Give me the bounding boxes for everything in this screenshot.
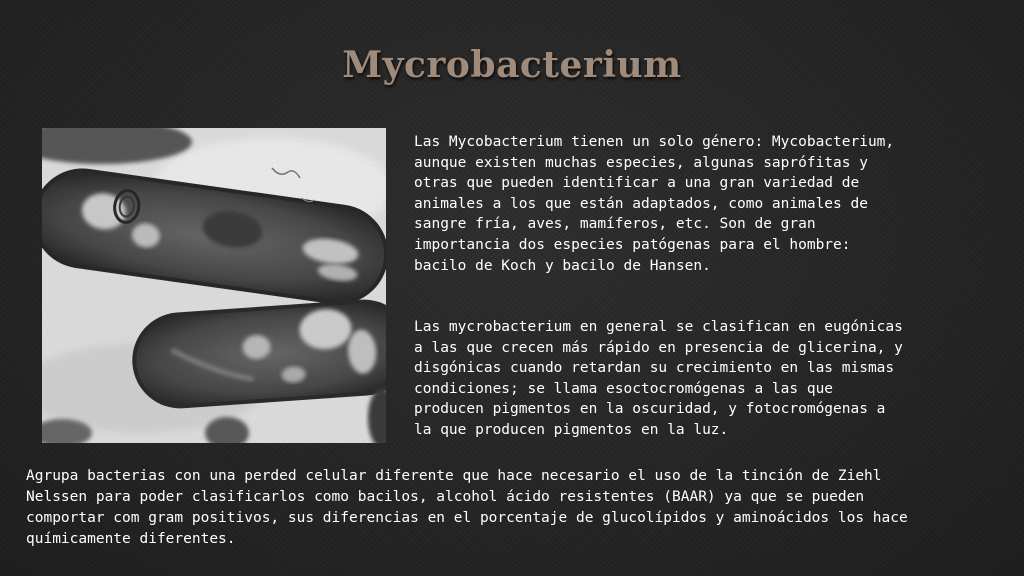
paragraph-staining: Agrupa bacterias con una perded celular diferente que hace necesario el uso de la tinción de Ziehl Nelssen para poder clasificarlos como bacilos, alcohol ácido resistentes (BAAR) ya que se pueden comportar com gram positivos, sus diferencias en el porcentaje de glucolípidos y aminoácidos los hace químicamente diferentes.	[26, 468, 908, 547]
bacteria-micrograph	[42, 128, 386, 443]
slide-title: Mycrobacterium	[342, 44, 682, 86]
paragraph-classification: Las mycrobacterium en general se clasifican en eugónicas a las que crecen más rápido en presencia de glicerina, y disgónicas cuando retardan su crecimiento en las mismas condiciones; se llama esoctocromógenas a las que producen pigmentos en la oscuridad, y fotocromógenas a la que producen pigmentos en la luz.	[414, 319, 903, 438]
paragraph-genus-description: Las Mycobacterium tienen un solo género: Mycobacterium, aunque existen muchas especies, algunas saprófitas y otras que pueden identificar a una gran variedad de animales a los que están adaptados, como animales de sangre fría, aves, mamíferos, etc. Son de gran importancia dos especies patógenas para el hombre: bacilo de Koch y bacilo de Hansen.	[414, 134, 895, 274]
